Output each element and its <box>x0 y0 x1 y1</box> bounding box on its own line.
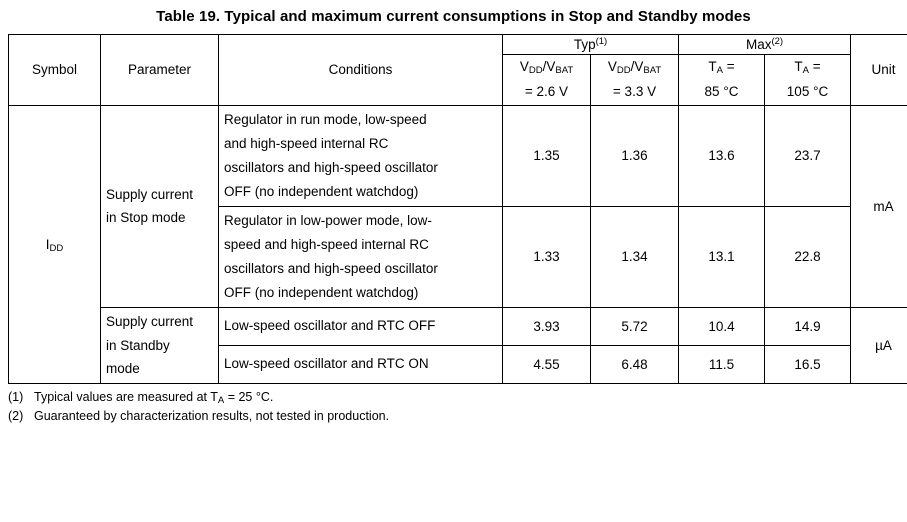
value-max85-row4: 11.5 <box>679 345 765 383</box>
conditions-row-3: Low-speed oscillator and RTC OFF <box>219 307 503 345</box>
header-typ-26v-line1 <box>503 55 591 80</box>
table-caption: Table 19. Typical and maximum current consumptions in Stop and Standby modes <box>156 8 751 25</box>
conditions-row-1 <box>219 105 503 206</box>
header-conditions: Conditions <box>219 35 503 106</box>
value-max85-row2: 13.1 <box>679 206 765 307</box>
table-header-row-1 <box>9 35 907 55</box>
cond-r2-l1: Regulator in low-power mode, low- <box>224 212 432 228</box>
footnote-1-sub: A <box>217 394 225 406</box>
parameter-standby-line1: Supply current <box>106 313 194 329</box>
value-typ33-row2: 1.34 <box>591 206 679 307</box>
header-typ-33v-line2: = 3.3 V <box>591 80 679 105</box>
header-max <box>679 35 851 55</box>
value-typ33-row4: 6.48 <box>591 345 679 383</box>
header-max-85-line1 <box>679 55 765 80</box>
conditions-row-4: Low-speed oscillator and RTC ON <box>219 345 503 383</box>
value-max105-row4: 16.5 <box>765 345 851 383</box>
footnote-1-text <box>34 388 899 407</box>
vbat-prefix: /V <box>542 59 556 74</box>
header-max-label: Max <box>745 37 772 52</box>
table-footnotes <box>8 388 899 427</box>
header-typ <box>503 35 679 55</box>
cond-r2-l3: oscillators and high-speed oscillator <box>224 260 438 276</box>
vdd-subscript-2: DD <box>616 65 631 76</box>
parameter-stop-line1: Supply current <box>106 186 194 202</box>
header-unit: Unit <box>851 35 907 106</box>
ta-prefix: T <box>708 59 717 74</box>
symbol-idd-prefix: I <box>45 236 50 252</box>
value-max85-row3: 10.4 <box>679 307 765 345</box>
header-max-footnote: (2) <box>771 36 784 47</box>
footnote-1 <box>8 388 899 407</box>
header-symbol: Symbol <box>9 35 101 106</box>
value-typ26-row4: 4.55 <box>503 345 591 383</box>
cond-r1-l1: Regulator in run mode, low-speed <box>224 111 427 127</box>
header-max-85-line2: 85 °C <box>679 80 765 105</box>
ta-subscript: A <box>716 65 723 76</box>
footnote-2-text: Guaranteed by characterization results, not tested in production. <box>34 409 390 424</box>
vbat-prefix-2: /V <box>630 59 644 74</box>
value-typ26-row2: 1.33 <box>503 206 591 307</box>
unit-ua: µA <box>851 307 907 383</box>
footnote-1-number: (1) <box>8 389 24 404</box>
vdd-prefix: V <box>519 59 529 74</box>
value-typ26-row1: 1.35 <box>503 105 591 206</box>
header-typ-label: Typ <box>573 37 596 52</box>
current-consumption-table <box>8 34 907 384</box>
header-typ-footnote: (1) <box>595 36 608 47</box>
ta-equals: = <box>722 59 735 74</box>
header-typ-33v-line1 <box>591 55 679 80</box>
footnote-2-number: (2) <box>8 409 24 424</box>
cond-r2-l2: speed and high-speed internal RC <box>224 236 429 252</box>
cond-r1-l2: and high-speed internal RC <box>224 135 389 151</box>
symbol-idd-subscript: DD <box>49 242 64 254</box>
parameter-stop-line2: in Stop mode <box>106 210 186 226</box>
value-max105-row1: 23.7 <box>765 105 851 206</box>
ta-prefix-2: T <box>794 59 803 74</box>
conditions-row-2 <box>219 206 503 307</box>
vbat-subscript: BAT <box>555 65 574 76</box>
header-typ-26v-line2: = 2.6 V <box>503 80 591 105</box>
cond-r1-l3: oscillators and high-speed oscillator <box>224 159 438 175</box>
value-max85-row1: 13.6 <box>679 105 765 206</box>
footnote-1-pre: Typical values are measured at T <box>34 389 218 404</box>
value-typ33-row1: 1.36 <box>591 105 679 206</box>
parameter-stop-mode <box>101 105 219 307</box>
ta-equals-2: = <box>809 59 821 74</box>
vdd-prefix-2: V <box>607 59 617 74</box>
value-max105-row3: 14.9 <box>765 307 851 345</box>
table-row <box>9 307 907 345</box>
value-max105-row2: 22.8 <box>765 206 851 307</box>
header-max-105-line1 <box>765 55 851 80</box>
table-row <box>9 105 907 206</box>
footnote-1-post: = 25 °C. <box>224 389 274 404</box>
footnote-2 <box>8 407 899 426</box>
symbol-idd <box>9 105 101 383</box>
cond-r1-l4: OFF (no independent watchdog) <box>224 183 419 199</box>
header-parameter: Parameter <box>101 35 219 106</box>
parameter-standby-line2: in Standby <box>106 337 170 353</box>
value-typ33-row3: 5.72 <box>591 307 679 345</box>
unit-ma: mA <box>851 105 907 307</box>
vbat-subscript-2: BAT <box>643 65 662 76</box>
ta-subscript-2: A <box>802 65 809 76</box>
vdd-subscript: DD <box>528 65 543 76</box>
parameter-standby-mode <box>101 307 219 383</box>
parameter-standby-line3: mode <box>106 361 140 377</box>
value-typ26-row3: 3.93 <box>503 307 591 345</box>
cond-r2-l4: OFF (no independent watchdog) <box>224 284 419 300</box>
header-max-105-line2: 105 °C <box>765 80 851 105</box>
